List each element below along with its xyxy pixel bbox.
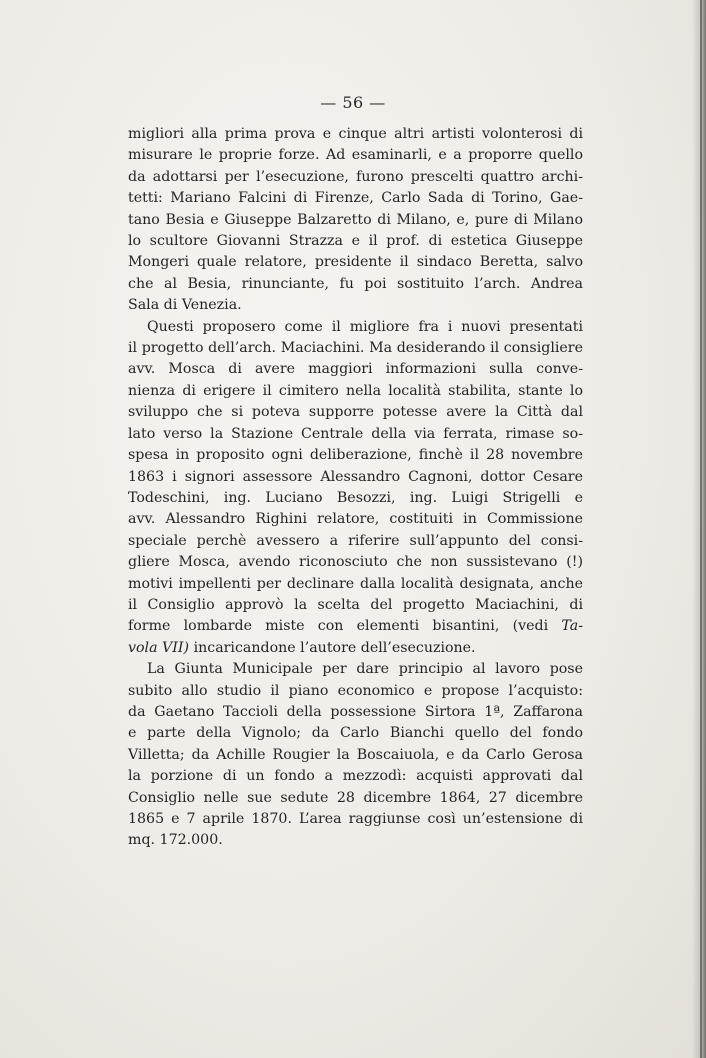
text-line: Consiglio nelle sue sedute 28 dicembre 1864, 27 dicembre xyxy=(128,789,583,806)
text-line: la porzione di un fondo a mezzodì: acquisti approvati dal xyxy=(128,768,583,785)
paragraph-1 xyxy=(128,124,583,317)
text-line: 1865 e 7 aprile 1870. L’area raggiunse così un’estensione di xyxy=(128,811,583,827)
text-line: Mongeri quale relatore, presidente il sindaco Beretta, salvo xyxy=(128,254,583,271)
text-line: il progetto dell’arch. Maciachini. Ma desiderando il consigliere xyxy=(128,340,583,357)
page-edge-shadow xyxy=(692,0,706,1058)
text-line: lato verso la Stazione Centrale della via ferrata, rimase so- xyxy=(128,425,583,442)
text-line: che al Besia, rinunciante, fu poi sostituito l’arch. Andrea xyxy=(128,275,583,292)
paragraph-2 xyxy=(128,317,583,660)
text-line: avv. Mosca di avere maggiori informazioni sulla conve- xyxy=(128,361,583,378)
page-edge-line xyxy=(700,0,702,1058)
text-line: tano Besia e Giuseppe Balzaretto di Milano, e, pure di Milano xyxy=(128,211,583,228)
text-line: Questi proposero come il migliore fra i nuovi presentati xyxy=(147,318,583,335)
text-line: da Gaetano Taccioli della possessione Sirtora 1ª, Zaffarona xyxy=(128,703,583,720)
text-line: motivi impellenti per declinare dalla località designata, anche xyxy=(128,575,583,592)
text-line: misurare le proprie forze. Ad esaminarli, e a proporre quello xyxy=(128,147,583,164)
text-line: migliori alla prima prova e cinque altri artisti volonterosi di xyxy=(128,126,583,142)
text-line: forme lombarde miste con elementi bisantini, (vedi Ta- xyxy=(128,618,583,635)
text-line: sviluppo che si poteva supporre potesse avere la Città dal xyxy=(128,404,583,421)
text-line: tetti: Mariano Falcini di Firenze, Carlo Sada di Torino, Gae- xyxy=(128,190,583,207)
paragraph-3 xyxy=(128,659,583,852)
body-text xyxy=(128,124,583,852)
text-line: gliere Mosca, avendo riconosciuto che non sussistevano (!) xyxy=(128,554,583,571)
text-line: mq. 172.000. xyxy=(128,832,223,849)
text-line: il Consiglio approvò la scelta del progetto Maciachini, di xyxy=(128,596,583,613)
text-line: La Giunta Municipale per dare principio al lavoro pose xyxy=(147,661,583,678)
text-line: Villetta; da Achille Rougier la Boscaiuola, e da Carlo Gerosa xyxy=(128,746,583,763)
text-line: subito allo studio il piano economico e propose l’acquisto: xyxy=(128,682,583,699)
text-line: speciale perchè avessero a riferire sull’appunto del consi- xyxy=(128,532,583,549)
text-line: Sala di Venezia. xyxy=(128,297,242,314)
text-line: e parte della Vignolo; da Carlo Bianchi quello del fondo xyxy=(128,725,583,742)
text-line: da adottarsi per l’esecuzione, furono prescelti quattro archi- xyxy=(128,168,583,185)
text-line: nienza di erigere il cimitero nella località stabilita, stante lo xyxy=(128,382,583,399)
text-line: Todeschini, ing. Luciano Besozzi, ing. Luigi Strigelli e xyxy=(128,489,583,506)
text-line: 1863 i signori assessore Alessandro Cagnoni, dottor Cesare xyxy=(128,468,583,485)
text-line: lo scultore Giovanni Strazza e il prof. di estetica Giuseppe xyxy=(128,233,583,250)
page-number: — 56 — xyxy=(320,93,386,112)
text-line: vola VII) incaricandone l’autore dell’esecuzione. xyxy=(128,639,476,656)
text-line: spesa in proposito ogni deliberazione, finchè il 28 novembre xyxy=(128,447,583,464)
text-line: avv. Alessandro Righini relatore, costituiti in Commissione xyxy=(128,511,583,528)
